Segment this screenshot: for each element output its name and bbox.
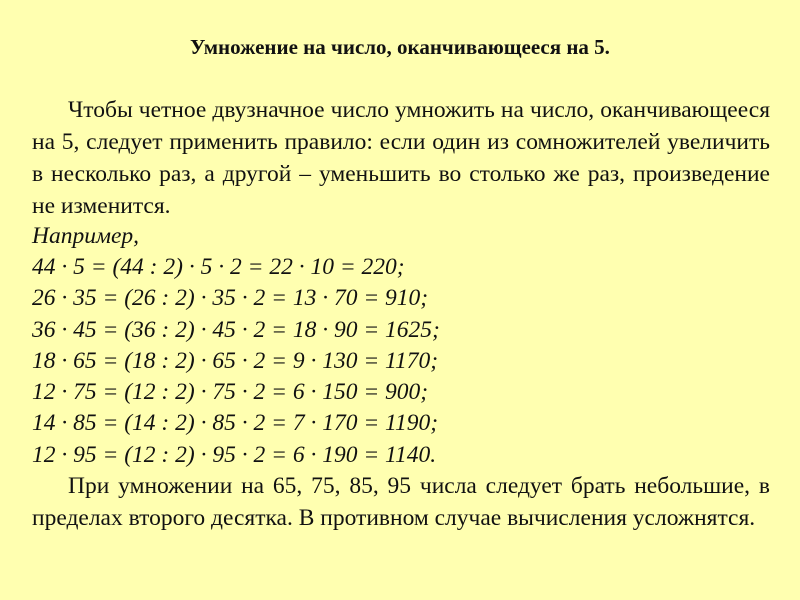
examples-list bbox=[32, 252, 440, 471]
example-line: 36 · 45 = (36 : 2) · 45 · 2 = 18 · 90 = 1625; bbox=[32, 316, 440, 343]
example-line: 26 · 35 = (26 : 2) · 35 · 2 = 13 · 70 = 910; bbox=[32, 285, 429, 312]
slide-title: Умножение на число, оканчивающееся на 5. bbox=[190, 35, 610, 59]
example-line: 12 · 75 = (12 : 2) · 75 · 2 = 6 · 150 = 900; bbox=[32, 379, 429, 406]
examples-heading: Например, bbox=[32, 223, 140, 249]
example-line: 14 · 85 = (14 : 2) · 85 · 2 = 7 · 170 = 1190; bbox=[32, 410, 439, 437]
example-line: 12 · 95 = (12 : 2) · 95 · 2 = 6 · 190 = 1140. bbox=[32, 441, 437, 468]
example-line: 18 · 65 = (18 : 2) · 65 · 2 = 9 · 130 = 1170; bbox=[32, 347, 439, 374]
example-line: 44 · 5 = (44 : 2) · 5 · 2 = 22 · 10 = 220; bbox=[32, 254, 405, 280]
rule-paragraph: Чтобы четное двузначное число умножить на число, оканчивающееся на 5, следует применить правило: если один из сомножителей увеличить в несколько раз, а другой – уменьшить во столько же раз, произведение не изменится. bbox=[32, 97, 770, 219]
conclusion-paragraph: При умножении на 65, 75, 85, 95 числа следует брать небольшие, в пределах второго десятка. В противном случае вычисления усложнятся. bbox=[32, 473, 770, 531]
